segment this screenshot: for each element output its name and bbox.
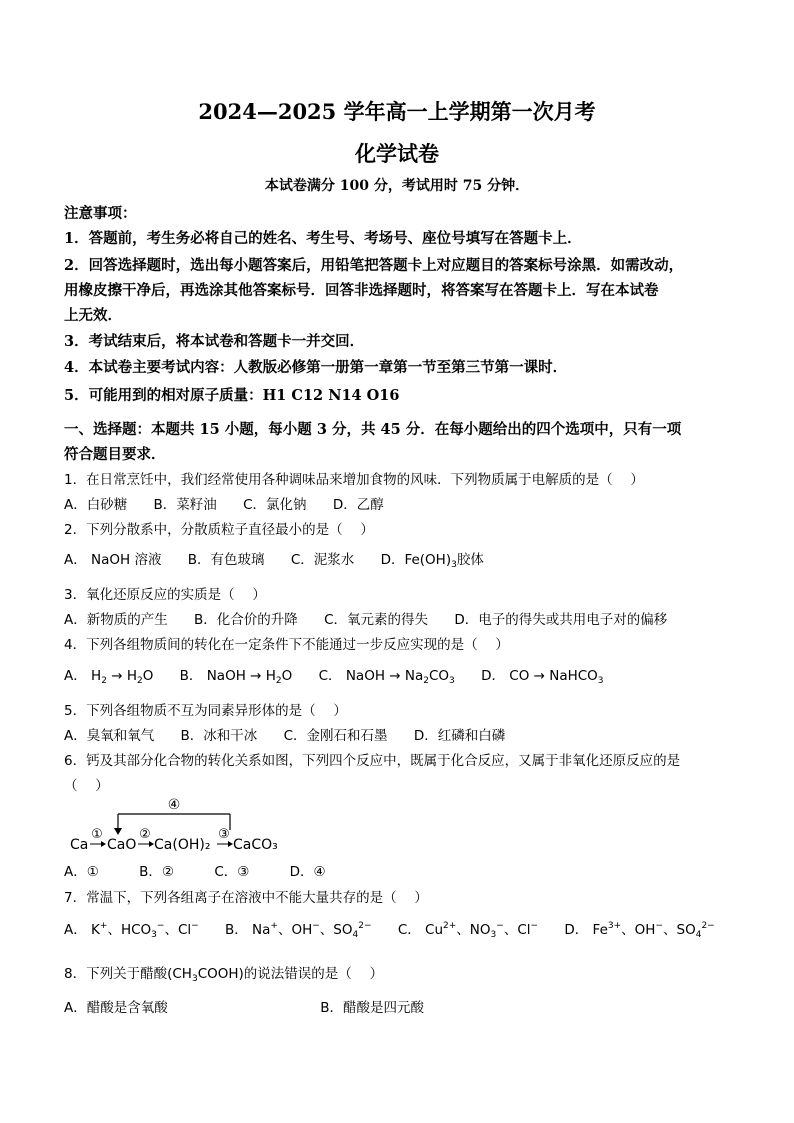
option-b: B．② xyxy=(139,864,175,880)
calcium-transformation-diagram xyxy=(70,792,300,854)
option-c: C．氯化钠 xyxy=(243,497,307,513)
question-1-options xyxy=(64,493,406,513)
node-caoh2: Ca(OH)₂ xyxy=(154,837,211,853)
option-a: A． K+、$HCO_3^-$、Cl− xyxy=(64,921,199,940)
question-2-options xyxy=(64,548,484,570)
option-b: B．冰和干冰 xyxy=(180,728,258,744)
option-c: C．泥浆水 xyxy=(290,552,355,568)
option-b: B．有色玻璃 xyxy=(187,552,265,568)
option-b: B．化合价的升降 xyxy=(194,612,298,628)
question-3: 3．氧化还原反应的实质是（ ） xyxy=(64,587,266,603)
question-6-line-2: （ ） xyxy=(64,778,109,794)
option-a: A． $H_2 \to H_2O$ xyxy=(64,668,154,686)
option-d: D．④ xyxy=(289,864,326,880)
exam-title: 2024—2025 学年高一上学期第一次月考 xyxy=(198,99,596,124)
option-a: A．新物质的产生 xyxy=(64,612,168,628)
option-d: D．$Fe(OH)_3$胶体 xyxy=(380,552,484,570)
node-ca: Ca xyxy=(70,837,89,853)
note-2-line-3: 上无效． xyxy=(64,307,122,324)
exam-subtitle: 化学试卷 xyxy=(355,141,439,166)
arrow-4-head xyxy=(114,828,122,835)
option-a: A． NaOH 溶液 xyxy=(64,552,162,568)
section-heading-line-2: 符合题目要求． xyxy=(64,446,166,463)
note-2-line-1: 2．回答选择题时，选出每小题答案后，用铅笔把答题卡上对应题目的答案标号涂黑．如需改动， xyxy=(64,257,684,274)
note-4: 4．本试卷主要考试内容：人教版必修第一册第一章第一节至第三节第一课时． xyxy=(64,359,568,376)
exam-info: 本试卷满分 100 分，考试用时 75 分钟． xyxy=(264,178,530,194)
section-heading-line-1: 一、选择题：本题共 15 小题，每小题 3 分，共 45 分．在每小题给出的四个选项中，只有一项 xyxy=(64,421,682,438)
question-4: 4．下列各组物质间的转化在一定条件下不能通过一步反应实现的是（ ） xyxy=(64,637,509,653)
option-b: B． NaOH → $H_2O$ xyxy=(179,668,293,686)
question-8: 8．下列关于醋酸$(CH_3COOH)$的说法错误的是（ ） xyxy=(64,966,384,984)
option-a: A．① xyxy=(64,864,99,880)
question-7-options xyxy=(64,918,715,940)
label-4: ④ xyxy=(167,797,181,813)
option-a: A．白砂糖 xyxy=(64,497,128,513)
option-d: D． CO → NaHCO$_3$ xyxy=(481,668,604,686)
question-5-options xyxy=(64,724,527,744)
option-c: C．金刚石和石墨 xyxy=(283,728,388,744)
option-c: C． $Cu^{2+}$、$NO_3^-$、Cl− xyxy=(397,921,539,940)
option-b: B．菜籽油 xyxy=(153,497,217,513)
label-2: ② xyxy=(139,827,151,842)
option-d: D．电子的得失或共用电子对的偏移 xyxy=(454,612,668,628)
question-5: 5．下列各组物质不互为同素异形体的是（ ） xyxy=(64,703,347,719)
question-6-line-1: 6．钙及其部分化合物的转化关系如图，下列四个反应中，既属于化合反应，又属于非氧化还原反应的是 xyxy=(64,753,681,769)
question-6-options xyxy=(64,860,348,880)
notes-heading: 注意事项： xyxy=(64,205,137,222)
note-3: 3．考试结束后，将本试卷和答题卡一并交回． xyxy=(64,333,365,350)
option-b: B．醋酸是四元酸 xyxy=(320,1000,425,1016)
option-d: D．红磷和白磷 xyxy=(413,728,506,744)
question-1: 1．在日常烹饪中，我们经常使用各种调味品来增加食物的风味．下列物质属于电解质的是（ ） xyxy=(64,472,644,488)
label-3: ③ xyxy=(218,827,230,842)
label-1: ① xyxy=(91,827,103,842)
option-a: A．臭氧和氧气 xyxy=(64,728,155,744)
question-2: 2．下列分散系中，分散质粒子直径最小的是（ ） xyxy=(64,522,374,538)
node-cao: CaO xyxy=(107,837,137,853)
node-caco3: CaCO₃ xyxy=(233,837,278,853)
option-d: D． $Fe^{3+}$、OH−、$SO_4^{2-}$ xyxy=(564,921,715,940)
note-5: 5．可能用到的相对原子质量：H1 C12 N14 O16 xyxy=(64,387,400,404)
question-4-options xyxy=(64,664,626,686)
option-b: B． Na+、OH−、$SO_4^{2-}$ xyxy=(224,921,372,940)
option-c: C．氧元素的得失 xyxy=(324,612,429,628)
question-3-options xyxy=(64,608,689,628)
note-2-line-2: 用橡皮擦干净后，再选涂其他答案标号．回答非选择题时，将答案写在答题卡上．写在本试卷 xyxy=(64,282,659,299)
question-8-options xyxy=(64,996,446,1016)
option-c: C． NaOH → $Na_2CO_3$ xyxy=(318,668,455,686)
note-1: 1．答题前，考生务必将自己的姓名、考生号、考场号、座位号填写在答题卡上． xyxy=(64,230,582,247)
option-c: C．③ xyxy=(214,864,250,880)
question-7: 7．常温下，下列各组离子在溶液中不能大量共存的是（ ） xyxy=(64,890,428,906)
option-d: D．乙醇 xyxy=(332,497,384,513)
option-a: A．醋酸是含氧酸 xyxy=(64,1000,168,1016)
